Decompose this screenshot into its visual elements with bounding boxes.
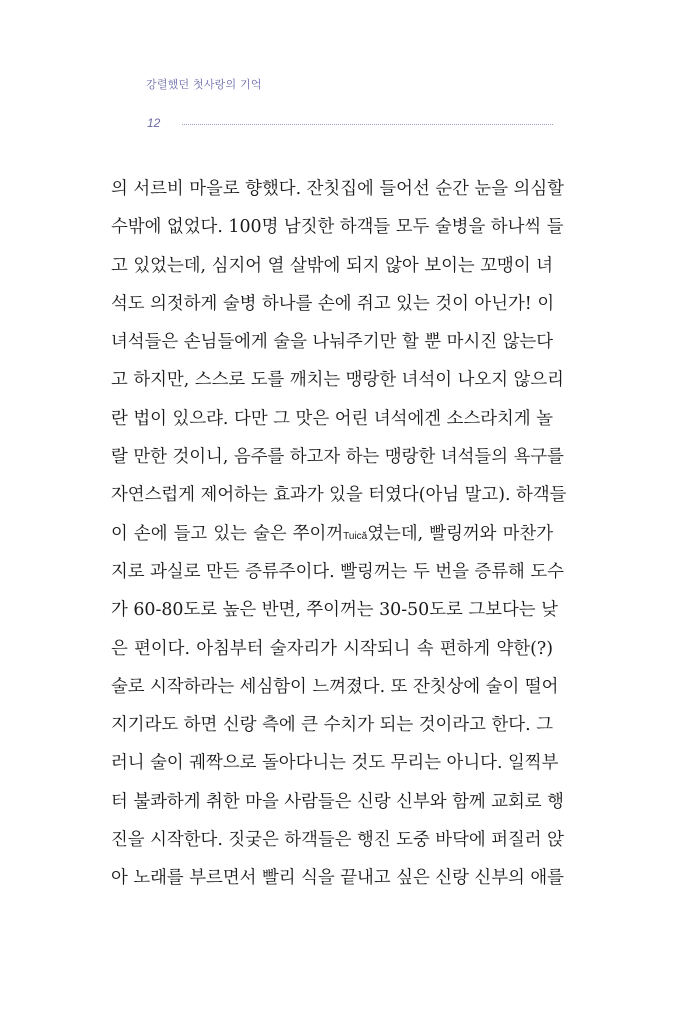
text-line: 자연스럽게 제어하는 효과가 있을 터였다(아님 말고). 하객들 [111,485,567,506]
text-line: 술로 시작하라는 세심함이 느껴졌다. 또 잔칫상에 술이 떨어 [111,676,559,697]
header-divider [182,124,553,125]
body-text [111,170,567,898]
text-line: 터 불콰하게 취한 마을 사람들은 신랑 신부와 함께 교회로 행 [111,791,564,812]
page-number: 12 [147,116,161,130]
running-title: 강렬했던 첫사랑의 기억 [146,78,262,91]
text-line: 석도 의젓하게 술병 하나를 손에 쥐고 있는 것이 아닌가! 이 [111,293,555,314]
text-segment: 였는데, 빨링꺼와 마찬가 [367,523,553,544]
text-line: 랄 만한 것이니, 음주를 하고자 하는 맹랑한 녀석들의 욕구를 [111,447,564,468]
text-segment: 이 손에 들고 있는 술은 쭈이꺼 [111,523,344,544]
text-line: 아 노래를 부르면서 빨리 식을 끝내고 싶은 신랑 신부의 애를 [111,868,564,889]
text-line: 수밖에 없었다. 100명 남짓한 하객들 모두 술병을 하나씩 들 [111,217,564,238]
text-line: 지기라도 하면 신랑 측에 큰 수치가 되는 것이라고 한다. 그 [111,715,553,736]
text-line: 고 있었는데, 심지어 열 살밖에 되지 않아 보이는 꼬맹이 녀 [111,255,553,276]
text-line: 가 60-80도로 높은 반면, 쭈이꺼는 30-50도로 그보다는 낮 [111,600,558,621]
text-line: 은 편이다. 아침부터 술자리가 시작되니 속 편하게 약한(?) [111,638,553,659]
text-line: 란 법이 있으랴. 다만 그 맛은 어린 녀석에겐 소스라치게 놀 [111,408,553,429]
foreign-gloss: Tuică [343,530,368,542]
text-line: 의 서르비 마을로 향했다. 잔칫집에 들어선 순간 눈을 의심할 [111,179,564,199]
text-line: 고 하지만, 스스로 도를 깨치는 맹랑한 녀석이 나오지 않으리 [111,370,564,391]
text-line: 녀석들은 손님들에게 술을 나눠주기만 할 뿐 마시진 않는다 [111,332,553,353]
text-line: 진을 시작한다. 짓궂은 하객들은 행진 도중 바닥에 퍼질러 앉 [111,830,564,851]
text-line: 러니 술이 궤짝으로 돌아다니는 것도 무리는 아니다. 일찍부 [111,753,559,774]
text-line: 지로 과실로 만든 증류주이다. 빨링꺼는 두 번을 증류해 도수 [111,561,564,582]
text-line-gloss [111,515,553,553]
